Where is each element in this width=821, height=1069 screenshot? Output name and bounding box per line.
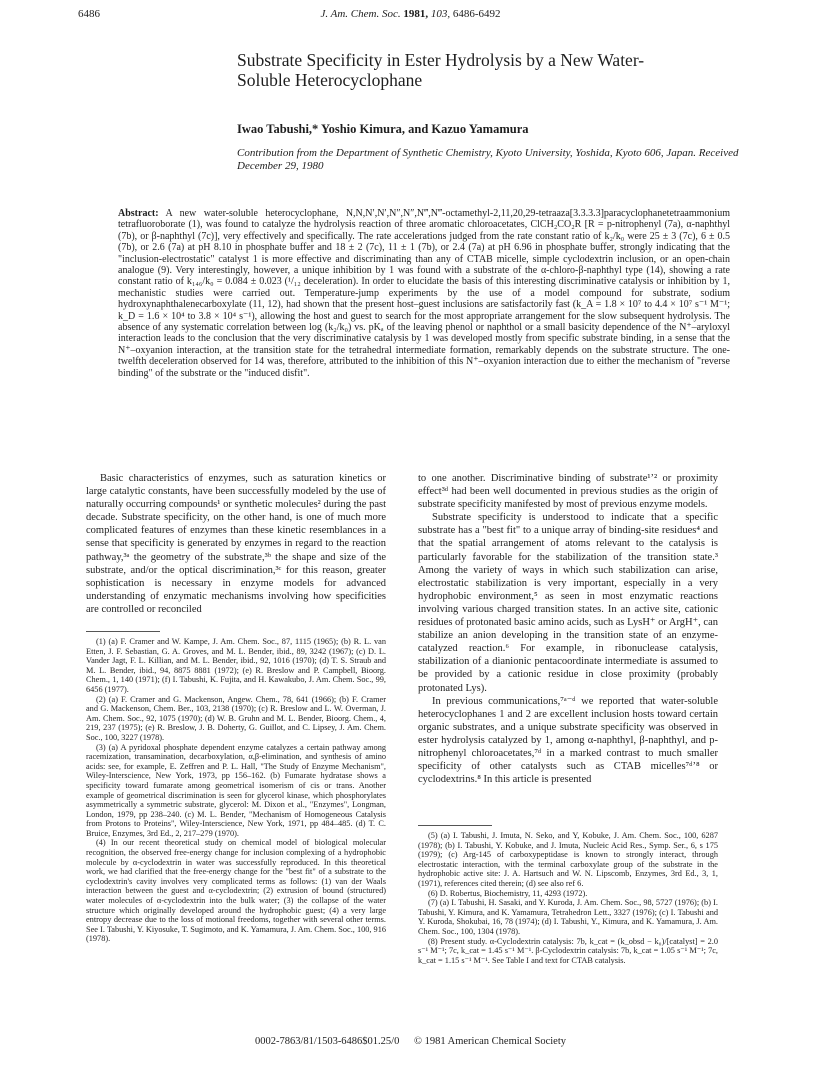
body-paragraph: Basic characteristics of enzymes, such as saturation kinetics or large catalytic constants, have been successfully modeled by the use of naturally occurring compounds¹ or synthetic molecules² during the past decade. Substrate specificity, on the other hand, is one of much more complicated features of enzymes than these kinetic resemblances in a sense that specificity is generated by enzymes in regard to the reaction pathway,³ᵃ the geometry of the substrate,³ᵇ the shape and size of the substrate, and/or the optical discrimination,³ᶜ for this reason, greater sophistication is necessary in enzyme models for advanced understanding of enzymatic mechanisms involving how specificities are controlled or reconciled xyxy=(86,473,386,615)
footnote: (4) In our recent theoretical study on chemical model of biological molecular recognition, the observed free-energy change for inclusion complexing of a hydrophobic molecule by α-cyclodextrin in water was successfully reproduced. In this theoretical work, we had clarified that the free-energy change for the "best fit" of a substrate to the cyclodextrin's cavity involves very complicated terms as follows: (1) van der Waals interaction between the guest and α-cyclodextrin; (2) extrusion of bound (structured) water molecules of α-cyclodextrin into the bulk water; (3) the collapse of the water structure which originally developed around the hydrophobic guest; (4) a very large entropy decrease due to the loss of motional freedoms, together with several other terms. See I. Tabushi, Y. Kiyosuke, T. Sugimoto, and K. Yamamura, J. Am. Chem. Soc., 100, 916 (1978). xyxy=(86,838,386,944)
article-affiliation: Contribution from the Department of Synthetic Chemistry, Kyoto University, Yoshida, Kyoto 606, Japan. Received December 29, 1980 xyxy=(237,147,739,172)
footnote: (6) D. Robertus, Biochemistry, 11, 4293 (1972). xyxy=(428,888,588,898)
abstract-text: A new water-soluble heterocyclophane, N,N,N′,N′,N″,N″,N‴,N‴-octamethyl-2,11,20,29-tetraaza[3.3.3.3]paracyclophanetetraammonium tetrafluoroborate (1), was found to catalyze the hydrolysis reaction of three aromatic chloroacetates, ClCH₂CO₂R [R = p-nitrophenyl (7a), α-naphthyl (7b), or β-naphthyl (7c)], very effectively and specifically. The rate accelerations judged from the rate constant ratio of k₂/k₀ were 25 ± 3 (7c), 6 ± 0.5 (7b), or 2.6 (7a) at pH 8.10 in phosphate buffer and 18 ± 2 (7c), 11 ± 1 (7b), or 2.4 (7a) at pH 6.96 in phosphate buffer, strongly indicating that the "inclusion-electrostatic" catalyst 1 is more effective and discriminating than any of CTAB micelle, simple cyclodextrin inclusion, or an open-chain analogue (9). Very interestingly, however, a unique inhibition by 1 was found with a substrate of the α-chloro-β-naphthyl type (14), showing a rate constant ratio of k₁₄₆/k₀ = 0.084 ± 0.023 (¹/₁₂ deceleration). In order to elucidate the basis of this interesting discriminative catalysis or inhibition by 1, mechanistic studies were carried out. Temperature-jump experiments by the use of a model compound for substrate, sodium hydroxynaphthalenecarboxylate (11, 12), had shown that the present host–guest inclusions are satisfactorily fast (k_A = 1.8 × 10⁷ to 4.4 × 10⁷ s⁻¹ M⁻¹; k_D = 1.6 × 10⁴ to 3.8 × 10⁴ s⁻¹), allowing the host and guest to search for the most appropriate arrangement for the slow subsequent hydrolysis. The absence of any systematic correlation between log (k₂/k₀) vs. pKₐ of the leaving phenol or naphthol or a small basicity dependence of the N⁺–aryloxyl interaction leads to the conclusion that the very discriminative catalysis by 1 was developed mostly from specific substrate binding, in a sense that the N⁺–oxyanion interaction, at the transition state for the tetrahedral intermediate formation, remarkably depends on the substrate structure. The one-twelfth deceleration observed for 14 was, therefore, attributed to the inhibition of this N⁺–oxyanion interaction due to either the mechanism of "reverse binding" of the substrate or the "induced disfit". xyxy=(118,208,730,379)
footnote: (7) (a) I. Tabushi, H. Sasaki, and Y. Kuroda, J. Am. Chem. Soc., 98, 5727 (1976); (b) I. Tabushi, Y. Kimura, and K. Yamamura, Tetrahedron Lett., 3327 (1976); (c) I. Tabushi and Y. Kuroda, Shokubai, 16, 78 (1974); (d) I. Tabushi, Y., Kimura, and K. Yamamura, J. Am. Chem. Soc., 100, 1304 (1978). xyxy=(418,898,718,936)
footnote: (3) (a) A pyridoxal phosphate dependent enzyme catalyzes a certain pathway among racemization, transamination, decarboxylation, α,β-elimination, and synthesis of amino acids: see, for example, E. Zeffren and P. L. Hall, "The Study of Enzyme Mechanism", Wiley-Interscience, New York, 1973, pp 156–162. (b) Fumarate hydratase shows a specificity toward fumarate among geometrical isomerism of cis or trans. Another example of geometrical discrimination is seen for glycerol kinase, which phosphorylates asymmetrically a symmetric substrate, glycerol: M. Dixon et al., "Enzymes", Longman, London, 1979, pp 238–240. (c) M. L. Bender, "Mechanism of Homogeneous Catalysis from Protons to Proteins", Wiley-Interscience, New York, 1971, pp 484–485. (d) T. C. Bruice, Enzymes, 3rd Ed., 2, 217–279 (1970). xyxy=(86,742,386,838)
journal-pages: 6486-6492 xyxy=(452,8,501,20)
body-paragraph: In previous communications,⁷ᵃ⁻ᵈ we reported that water-soluble heterocyclophanes 1 and 2 are excellent inclusion hosts toward certain organic substrates, and a unique substrate specificity was observed in ester hydrolysis catalyzed by 1, among α-naphthyl, β-naphthyl, and p-nitrophenyl chloroacetates,⁷ᵈ in a marked contrast to much smaller specificity of other catalysts such as CTAB micelles⁷ᵈʼ⁸ or cyclodextrins.⁸ In this article is presented xyxy=(418,695,718,786)
footer-copyright: © 1981 American Chemical Society xyxy=(413,1036,567,1047)
footnotes-left xyxy=(86,637,386,944)
body-paragraph: to one another. Discriminative binding of substrate¹ʼ² or proximity effect³ᵈ had been well documented in previous studies as the origin of substrate specificity manifested by most of previous enzyme models. xyxy=(418,473,718,511)
article-authors: Iwao Tabushi,* Yoshio Kimura, and Kazuo Yamamura xyxy=(237,122,529,136)
footnote: (2) (a) F. Cramer and G. Mackenson, Angew. Chem., 78, 641 (1966); (b) F. Cramer and G. Mackenson, Chem. Ber., 103, 2138 (1970); (c) R. Breslow and L. W. Overman, J. Am. Chem. Soc., 92, 1075 (1970); (d) W. B. Gruhn and M. L. Bender, Bioorg. Chem., 4, 219, 237 (1975); (e) R. Breslow, J. B. Doherty, G. Guillot, and C. Lipsey, J. Am. Chem. Soc., 100, 3227 (1978). xyxy=(86,694,386,742)
running-header xyxy=(0,8,821,20)
footer-code: 0002-7863/81/1503-6486$01.25/0 xyxy=(254,1036,400,1047)
footnote-divider xyxy=(86,631,160,632)
article-title: Substrate Specificity in Ester Hydrolysis by a New Water-Soluble Heterocyclophane xyxy=(237,50,645,90)
journal-volume: 103, xyxy=(430,8,451,20)
body-column-left xyxy=(86,472,386,616)
page-number: 6486 xyxy=(78,8,100,20)
abstract-label: Abstract: xyxy=(118,208,159,219)
page-footer xyxy=(0,1036,821,1047)
body-column-right xyxy=(418,472,718,786)
footnote: (1) (a) F. Cramer and W. Kampe, J. Am. Chem. Soc., 87, 1115 (1965); (b) R. L. van Etten, J. F. Sebastian, G. A. Groves, and M. L. Bender, ibid., 89, 3242 (1967); (c) D. L. Vander Jagt, F. L. Killian, and M. L. Bender, ibid., 92, 1016 (1970); (d) T. S. Straub and M. L. Bender, ibid., 94, 8875 8881 (1972); (e) R. Breslow and P. Campbell, Bioorg. Chem., 1, 140 (1971); (f) I. Tabushi, K. Fujita, and H. Kawakubo, J. Am. Chem. Soc., 99, 6456 (1977). xyxy=(86,637,386,694)
footnotes-right xyxy=(418,831,718,965)
footnote: (8) Present study. α-Cyclodextrin catalysis: 7b, k_cat = (k_obsd − k₀)/[catalyst] = 2.0 s⁻¹ M⁻¹; 7c, k_cat = 1.45 s⁻¹ M⁻¹. β-Cyclodextrin catalysis: 7b, k_cat = 1.05 s⁻¹ M⁻¹; 7c, k_cat = 1.15 s⁻¹ M⁻¹. See Table I and text for CTAB catalysis. xyxy=(418,936,718,965)
abstract xyxy=(118,208,730,379)
footnote-divider xyxy=(418,825,492,826)
journal-year: 1981, xyxy=(403,8,429,20)
journal-name: J. Am. Chem. Soc. xyxy=(320,8,401,20)
footnote: (5) (a) I. Tabushi, J. Imuta, N. Seko, and Y, Kobuke, J. Am. Chem. Soc., 100, 6287 (1978); (b) I. Tabushi, Y. Kobuke, and J. Imuta, Nucleic Acid Res., Symp. Ser., 6, s 175 (1979); (c) Arg-145 of carboxypeptidase is known to strongly interact, through electrostatic interaction, with the terminal carboxylate group of the substrate in the hydrophobic active site: J. A. Hartsuch and W. N. Lipscomb, Enzymes, 3rd Ed., 3, 1, (1971), references cited therein; (d) see also ref 6. xyxy=(418,831,718,888)
body-paragraph: Substrate specificity is understood to indicate that a specific substrate has a "best fit" to a unique array of binding-site residues⁴ and that the spatial arrangement of atoms relevant to the catalysis is particularly favorable for the stabilization of the transition state.³ Among the variety of ways in which such stabilization can arise, electrostatic stabilization is very important, especially in a very hydrophobic environment,⁵ as seen in most enzymatic reactions involving various charged transition states. In an active site, cationic residues of protonated basic amino acids, such as LysH⁺ or ArgH⁺, can stabilize an anion developing in the transition state of an enzyme-catalyzed reaction.⁶ For example, in ribonuclease catalysis, stabilization of a dianionic pentacoordinate intermediate is assumed to be provided by a cationic residue in close proximity (probably protonated Lys). xyxy=(418,512,718,694)
